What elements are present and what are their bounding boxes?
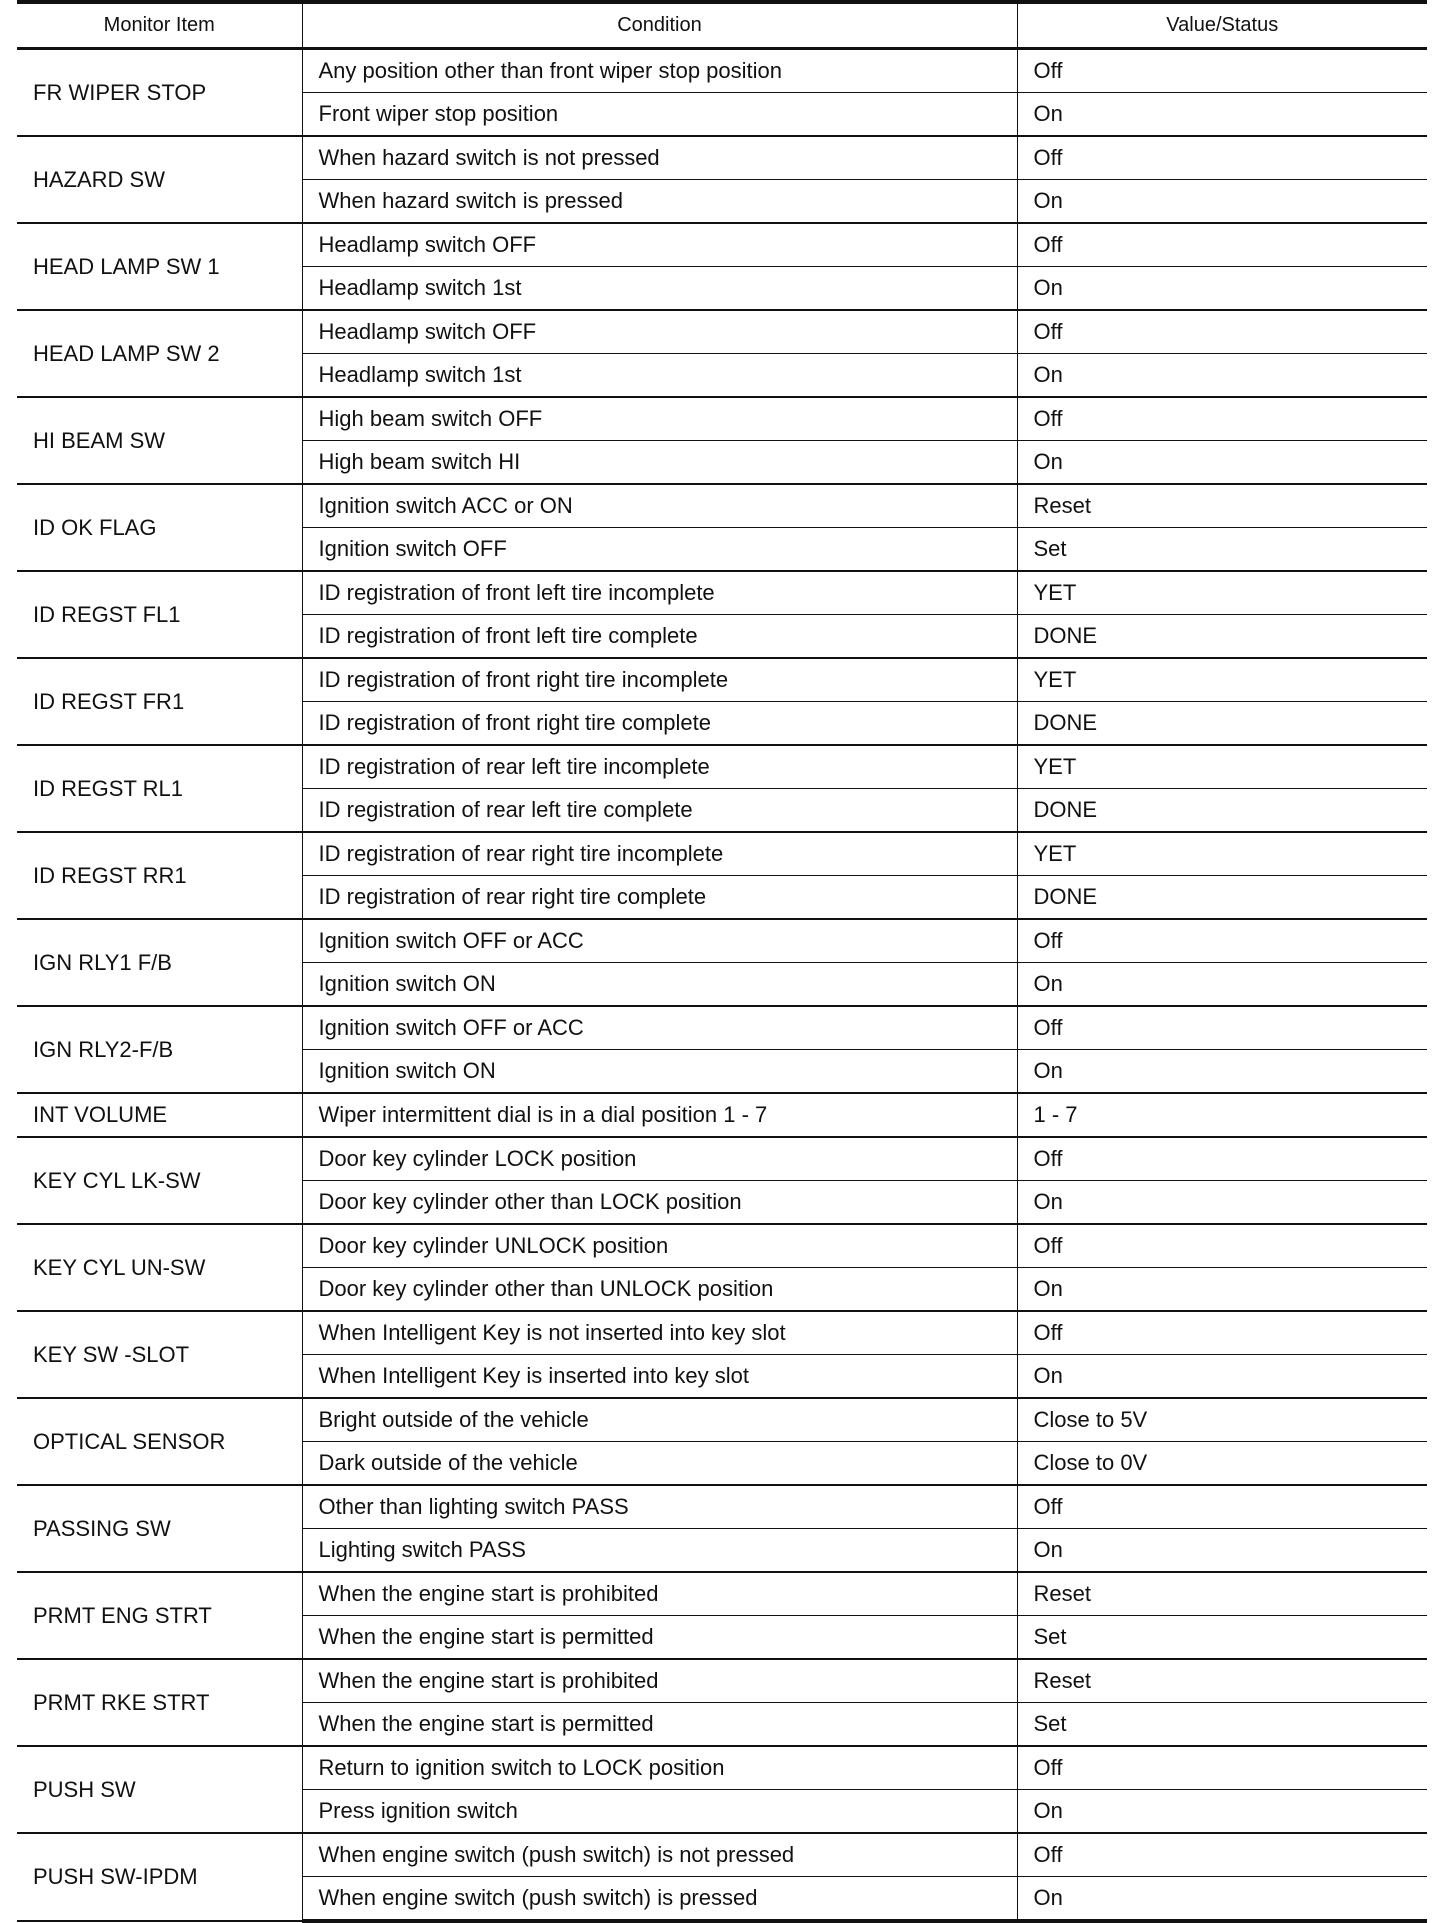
condition-cell: ID registration of rear right tire incomplete (302, 832, 1017, 876)
value-status-cell: On (1017, 1355, 1427, 1399)
document-page (17, 0, 1427, 1923)
condition-cell: When hazard switch is not pressed (302, 136, 1017, 180)
table-row (17, 1093, 1427, 1137)
value-status-cell: Close to 0V (1017, 1442, 1427, 1486)
monitor-item-cell: PUSH SW-IPDM (17, 1833, 302, 1921)
value-status-cell: Off (1017, 397, 1427, 441)
value-status-cell: Off (1017, 49, 1427, 93)
monitor-item-cell: HI BEAM SW (17, 397, 302, 484)
monitor-item-cell: ID OK FLAG (17, 484, 302, 571)
value-status-cell: Off (1017, 1833, 1427, 1877)
monitor-item-table (17, 0, 1427, 1923)
value-status-cell: On (1017, 1181, 1427, 1225)
condition-cell: Door key cylinder UNLOCK position (302, 1224, 1017, 1268)
header-value-status: Value/Status (1017, 2, 1427, 49)
condition-cell: Ignition switch ON (302, 963, 1017, 1007)
condition-cell: When the engine start is permitted (302, 1703, 1017, 1747)
condition-cell: ID registration of rear left tire incomplete (302, 745, 1017, 789)
value-status-cell: On (1017, 963, 1427, 1007)
monitor-item-cell: HEAD LAMP SW 1 (17, 223, 302, 310)
monitor-item-cell: PUSH SW (17, 1746, 302, 1833)
condition-cell: Front wiper stop position (302, 93, 1017, 137)
condition-cell: Return to ignition switch to LOCK position (302, 1746, 1017, 1790)
monitor-item-cell: PASSING SW (17, 1485, 302, 1572)
table-row (17, 1311, 1427, 1355)
value-status-cell: Set (1017, 528, 1427, 572)
monitor-item-cell: OPTICAL SENSOR (17, 1398, 302, 1485)
table-row (17, 658, 1427, 702)
table-row (17, 397, 1427, 441)
value-status-cell: On (1017, 1790, 1427, 1834)
value-status-cell: On (1017, 1529, 1427, 1573)
table-row (17, 1006, 1427, 1050)
condition-cell: When engine switch (push switch) is pressed (302, 1877, 1017, 1922)
value-status-cell: Close to 5V (1017, 1398, 1427, 1442)
condition-cell: Headlamp switch 1st (302, 267, 1017, 311)
value-status-cell: Set (1017, 1703, 1427, 1747)
value-status-cell: YET (1017, 571, 1427, 615)
monitor-item-cell: PRMT RKE STRT (17, 1659, 302, 1746)
value-status-cell: On (1017, 1268, 1427, 1312)
value-status-cell: Off (1017, 1746, 1427, 1790)
condition-cell: Ignition switch OFF or ACC (302, 1006, 1017, 1050)
monitor-item-cell: INT VOLUME (17, 1093, 302, 1137)
condition-cell: When Intelligent Key is inserted into key slot (302, 1355, 1017, 1399)
monitor-item-cell: KEY SW -SLOT (17, 1311, 302, 1398)
condition-cell: When the engine start is permitted (302, 1616, 1017, 1660)
condition-cell: When the engine start is prohibited (302, 1659, 1017, 1703)
table-row (17, 1485, 1427, 1529)
condition-cell: Headlamp switch OFF (302, 310, 1017, 354)
monitor-item-cell: ID REGST RR1 (17, 832, 302, 919)
condition-cell: Wiper intermittent dial is in a dial position 1 - 7 (302, 1093, 1017, 1137)
header-monitor-item: Monitor Item (17, 2, 302, 49)
table-row (17, 1224, 1427, 1268)
table-header (17, 2, 1427, 49)
value-status-cell: On (1017, 267, 1427, 311)
condition-cell: High beam switch OFF (302, 397, 1017, 441)
monitor-item-cell: HEAD LAMP SW 2 (17, 310, 302, 397)
condition-cell: When the engine start is prohibited (302, 1572, 1017, 1616)
condition-cell: ID registration of rear left tire complete (302, 789, 1017, 833)
table-row (17, 571, 1427, 615)
table-row (17, 1398, 1427, 1442)
condition-cell: When hazard switch is pressed (302, 180, 1017, 224)
value-status-cell: Set (1017, 1616, 1427, 1660)
table-row (17, 832, 1427, 876)
monitor-item-cell: IGN RLY2-F/B (17, 1006, 302, 1093)
table-row (17, 1833, 1427, 1877)
condition-cell: Ignition switch OFF (302, 528, 1017, 572)
value-status-cell: Off (1017, 223, 1427, 267)
table-row (17, 49, 1427, 93)
value-status-cell: On (1017, 93, 1427, 137)
value-status-cell: YET (1017, 832, 1427, 876)
monitor-item-cell: PRMT ENG STRT (17, 1572, 302, 1659)
value-status-cell: Off (1017, 1311, 1427, 1355)
condition-cell: ID registration of front left tire complete (302, 615, 1017, 659)
condition-cell: Door key cylinder LOCK position (302, 1137, 1017, 1181)
monitor-item-cell: ID REGST FL1 (17, 571, 302, 658)
monitor-item-cell: HAZARD SW (17, 136, 302, 223)
value-status-cell: DONE (1017, 789, 1427, 833)
monitor-item-cell: KEY CYL LK-SW (17, 1137, 302, 1224)
value-status-cell: On (1017, 1050, 1427, 1094)
condition-cell: ID registration of front right tire complete (302, 702, 1017, 746)
condition-cell: When engine switch (push switch) is not pressed (302, 1833, 1017, 1877)
value-status-cell: On (1017, 180, 1427, 224)
value-status-cell: Off (1017, 1137, 1427, 1181)
monitor-item-cell: ID REGST FR1 (17, 658, 302, 745)
table-row (17, 919, 1427, 963)
value-status-cell: On (1017, 354, 1427, 398)
condition-cell: Press ignition switch (302, 1790, 1017, 1834)
value-status-cell: Reset (1017, 1572, 1427, 1616)
condition-cell: Any position other than front wiper stop position (302, 49, 1017, 93)
value-status-cell: DONE (1017, 702, 1427, 746)
value-status-cell: DONE (1017, 876, 1427, 920)
condition-cell: High beam switch HI (302, 441, 1017, 485)
value-status-cell: Reset (1017, 1659, 1427, 1703)
monitor-item-cell: KEY CYL UN-SW (17, 1224, 302, 1311)
condition-cell: Door key cylinder other than LOCK position (302, 1181, 1017, 1225)
value-status-cell: Off (1017, 1485, 1427, 1529)
value-status-cell: Off (1017, 919, 1427, 963)
condition-cell: Ignition switch ACC or ON (302, 484, 1017, 528)
table-row (17, 1746, 1427, 1790)
table-row (17, 136, 1427, 180)
condition-cell: Ignition switch OFF or ACC (302, 919, 1017, 963)
monitor-item-cell: IGN RLY1 F/B (17, 919, 302, 1006)
condition-cell: Bright outside of the vehicle (302, 1398, 1017, 1442)
condition-cell: Lighting switch PASS (302, 1529, 1017, 1573)
condition-cell: ID registration of front left tire incomplete (302, 571, 1017, 615)
condition-cell: ID registration of rear right tire complete (302, 876, 1017, 920)
table-row (17, 745, 1427, 789)
value-status-cell: Reset (1017, 484, 1427, 528)
header-condition: Condition (302, 2, 1017, 49)
value-status-cell: On (1017, 1877, 1427, 1922)
table-row (17, 1137, 1427, 1181)
monitor-item-cell: FR WIPER STOP (17, 49, 302, 137)
condition-cell: Other than lighting switch PASS (302, 1485, 1017, 1529)
value-status-cell: Off (1017, 136, 1427, 180)
table-row (17, 310, 1427, 354)
condition-cell: Headlamp switch OFF (302, 223, 1017, 267)
value-status-cell: On (1017, 441, 1427, 485)
value-status-cell: Off (1017, 310, 1427, 354)
condition-cell: Ignition switch ON (302, 1050, 1017, 1094)
value-status-cell: DONE (1017, 615, 1427, 659)
monitor-item-cell: ID REGST RL1 (17, 745, 302, 832)
table-row (17, 223, 1427, 267)
condition-cell: Headlamp switch 1st (302, 354, 1017, 398)
table-row (17, 1659, 1427, 1703)
table-row (17, 484, 1427, 528)
condition-cell: Dark outside of the vehicle (302, 1442, 1017, 1486)
condition-cell: When Intelligent Key is not inserted into key slot (302, 1311, 1017, 1355)
condition-cell: Door key cylinder other than UNLOCK position (302, 1268, 1017, 1312)
table-body (17, 49, 1427, 1922)
value-status-cell: Off (1017, 1224, 1427, 1268)
value-status-cell: YET (1017, 658, 1427, 702)
value-status-cell: 1 - 7 (1017, 1093, 1427, 1137)
table-row (17, 1572, 1427, 1616)
condition-cell: ID registration of front right tire incomplete (302, 658, 1017, 702)
value-status-cell: YET (1017, 745, 1427, 789)
value-status-cell: Off (1017, 1006, 1427, 1050)
header-row (17, 2, 1427, 49)
